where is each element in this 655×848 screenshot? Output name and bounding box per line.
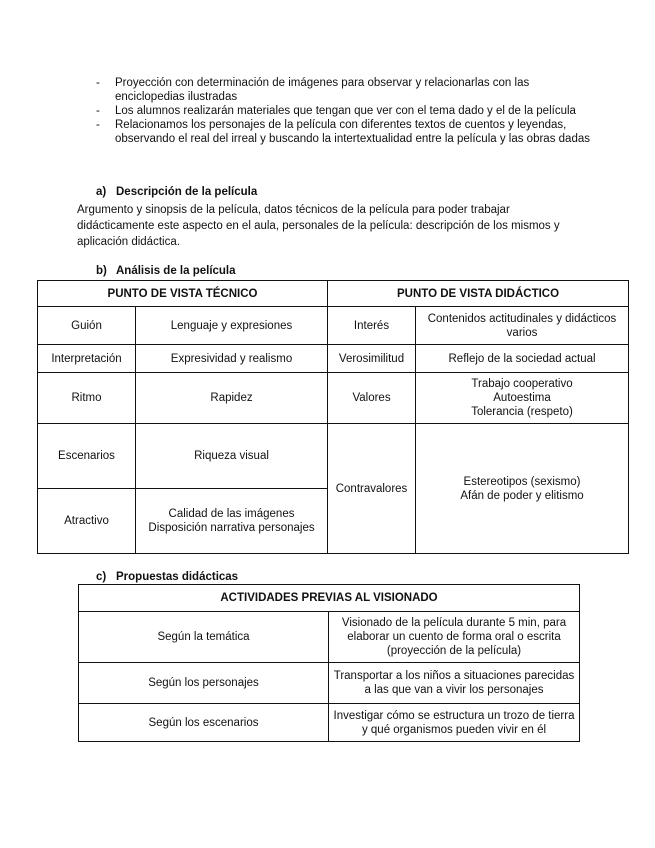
activities-header: ACTIVIDADES PREVIAS AL VISIONADO [79,585,580,612]
table-cell: Riqueza visual [136,424,328,489]
section-a-heading [96,185,257,199]
table-row [38,345,629,373]
table-cell: Contenidos actitudinales y didácticos varios [416,307,629,345]
section-c-heading [96,570,238,584]
table-cell: Según la temática [79,612,329,663]
table-cell: Según los escenarios [79,704,329,742]
table-cell: Transportar a los niños a situaciones parecidas a las que van a vivir los personajes [329,663,580,704]
table-row [38,373,629,424]
section-c-letter: c) [96,571,107,583]
value-line: Estereotipos (sexismo) [463,475,581,488]
analysis-table [37,280,629,554]
table-row [38,307,629,345]
bullet-item: - Proyección con determinación de imágenes para observar y relacionarlas con las enciclopedias ilustradas [96,76,596,104]
bullet-item: - Relacionamos los personajes de la película con diferentes textos de cuentos y leyendas, observando el real del irreal y buscando la intertextualidad entre la película y las obras dadas [96,118,596,146]
value-line: Afán de poder y elitismo [460,489,584,502]
table-cell [136,489,328,554]
section-b-title: Análisis de la película [116,265,236,277]
table-cell: Ritmo [38,373,136,424]
bullet-item: - Los alumnos realizarán materiales que tengan que ver con el tema dado y el de la película [96,104,596,118]
table-cell [416,424,629,554]
table-cell: Interés [328,307,416,345]
section-a-title: Descripción de la película [116,186,258,198]
table-cell: Valores [328,373,416,424]
value-line: Calidad de las imágenes [168,508,295,520]
section-b-heading [96,264,236,278]
value-line: Tolerancia (respeto) [471,406,573,418]
table-cell: Expresividad y realismo [136,345,328,373]
table-cell: Investigar cómo se estructura un trozo de tierra y qué organismos pueden vivir en él [329,704,580,742]
table-cell: Reflejo de la sociedad actual [416,345,629,373]
table-row [79,612,580,663]
value-line: Trabajo cooperativo [471,378,573,390]
table-row [79,663,580,704]
table-cell: Rapidez [136,373,328,424]
table-cell: Escenarios [38,424,136,489]
section-a-letter: a) [96,186,107,198]
section-a-body: Argumento y sinopsis de la película, datos técnicos de la película para poder trabajar didácticamente este aspecto en el aula, personales de la película: descripción de los mismos y aplicación didáctica. [77,204,560,248]
table-cell: Contravalores [328,424,416,554]
section-c-title: Propuestas didácticas [116,571,239,583]
table-cell: Guión [38,307,136,345]
header-didactic: PUNTO DE VISTA DIDÁCTICO [328,281,629,307]
table-cell: Verosimilitud [328,345,416,373]
table-cell [416,373,629,424]
table-cell: Según los personajes [79,663,329,704]
table-cell: Interpretación [38,345,136,373]
bullet-list [96,76,596,146]
value-line: Disposición narrativa personajes [148,522,315,534]
header-technical: PUNTO DE VISTA TÉCNICO [38,281,328,307]
section-b-letter: b) [96,265,107,277]
table-cell: Lenguaje y expresiones [136,307,328,345]
table-cell: Visionado de la película durante 5 min, para elaborar un cuento de forma oral o escrita (proyección de la película) [329,612,580,663]
table-row [79,704,580,742]
table-row [38,424,629,489]
table-cell: Atractivo [38,489,136,554]
value-line: Autoestima [493,392,551,404]
activities-table [78,584,580,742]
